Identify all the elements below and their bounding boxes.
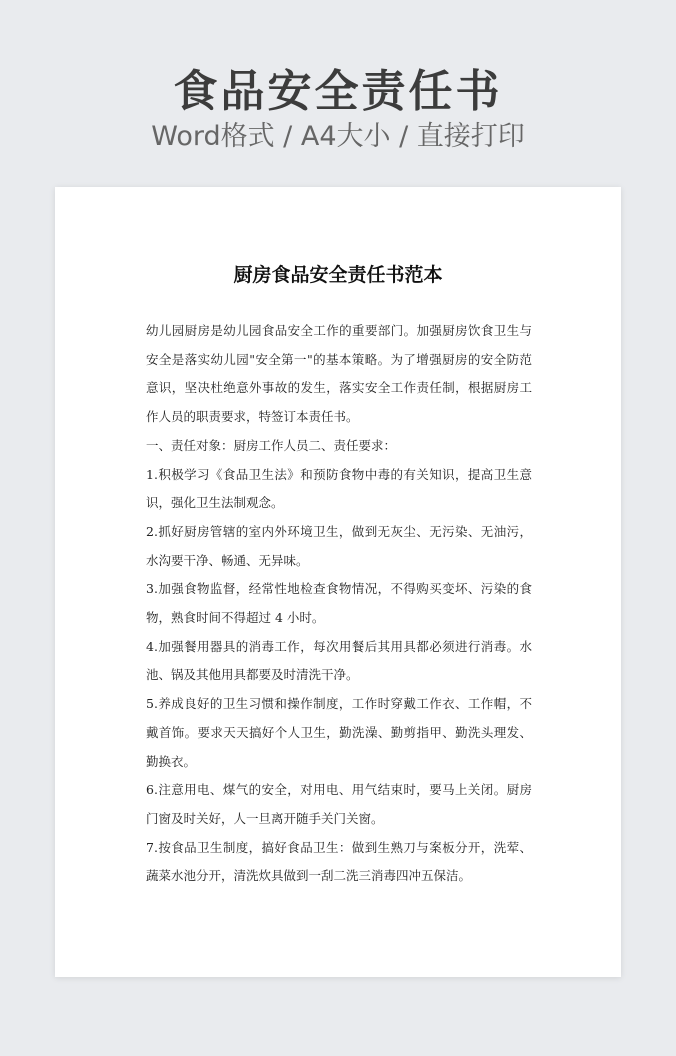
paragraph-item-4: 4.加强餐用器具的消毒工作，每次用餐后其用具都必须进行消毒。水池、锅及其他用具都要及时清洗干净。 xyxy=(146,638,532,683)
paragraph-intro: 幼儿园厨房是幼儿园食品安全工作的重要部门。加强厨房饮食卫生与安全是落实幼儿园"安全第一"的基本策略。为了增强厨房的安全防范意识，坚决杜绝意外事故的发生，落实安全工作责任制，根据厨房工作人员的职责要求，特签订本责任书。 xyxy=(146,323,532,425)
paragraph-item-1: 1.积极学习《食品卫生法》和预防食物中毒的有关知识，提高卫生意识，强化卫生法制观念。 xyxy=(146,466,532,511)
paragraph-item-5: 5.养成良好的卫生习惯和操作制度，工作时穿戴工作衣、工作帽，不戴首饰。要求天天搞好个人卫生，勤洗澡、勤剪指甲、勤洗头理发、勤换衣。 xyxy=(146,696,532,769)
paragraph-item-6: 6.注意用电、煤气的安全，对用电、用气结束时，要马上关闭。厨房门窗及时关好，人一旦离开随手关门关窗。 xyxy=(146,782,532,826)
document-title: 厨房食品安全责任书范本 xyxy=(233,264,443,286)
paragraph-item-7: 7.按食品卫生制度，搞好食品卫生：做到生熟刀与案板分开，洗荤、蔬菜水池分开，清洗炊具做到一刮二洗三消毒四冲五保洁。 xyxy=(146,839,532,884)
header-banner xyxy=(0,0,676,180)
sub-title: Word格式 / A4大小 / 直接打印 xyxy=(151,121,525,152)
main-title: 食品安全责任书 xyxy=(173,66,503,117)
document-body xyxy=(146,317,532,891)
paragraph-item-2: 2.抓好厨房管辖的室内外环境卫生，做到无灰尘、无污染、无油污，水沟要干净、畅通、无异味。 xyxy=(146,523,532,568)
paragraph-section-heading: 一、责任对象：厨房工作人员二、责任要求： xyxy=(146,437,397,453)
document-page xyxy=(55,187,621,977)
paragraph-item-3: 3.加强食物监督，经常性地检查食物情况，不得购买变坏、污染的食物，熟食时间不得超过 4 小时。 xyxy=(146,581,532,626)
